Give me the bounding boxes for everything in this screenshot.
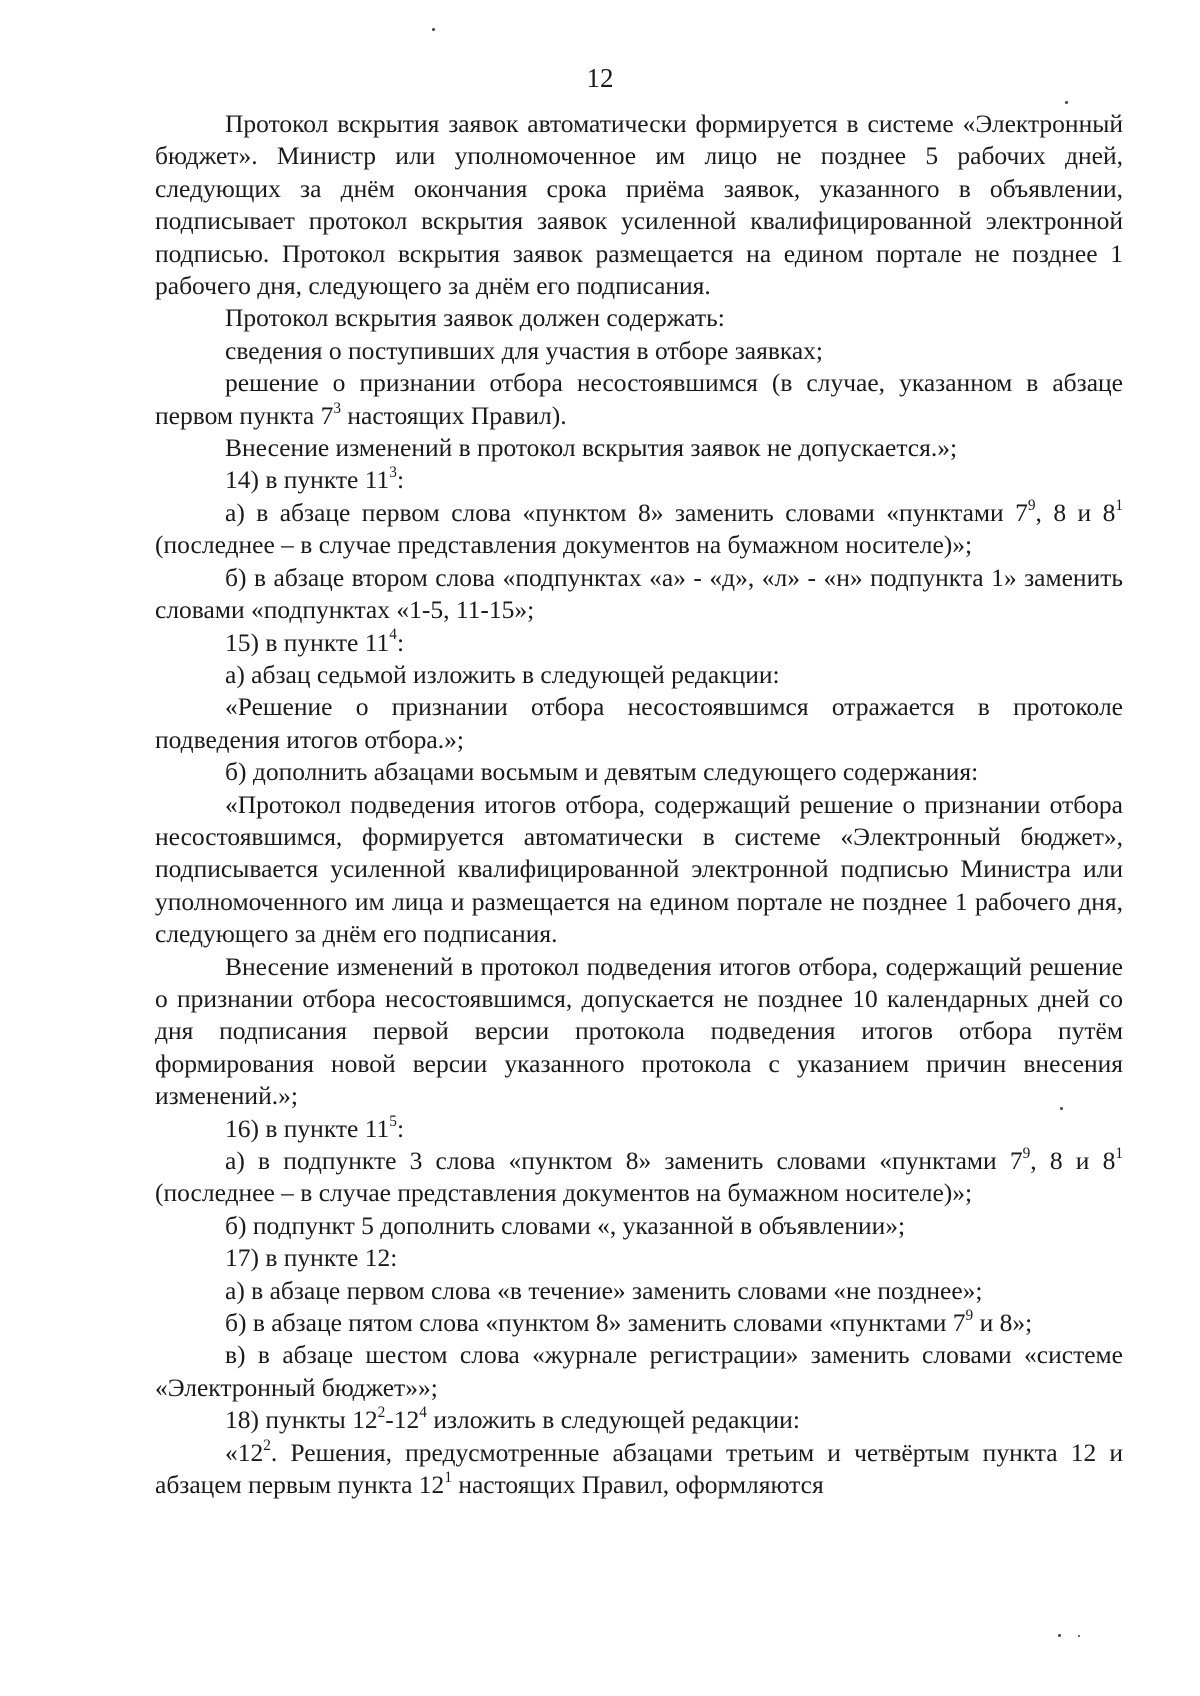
superscript: 1 [1115, 496, 1123, 514]
paragraph-text: Внесение изменений в протокол вскрытия заявок не допускается.»; [225, 433, 958, 463]
paragraph-p20 [155, 1307, 1123, 1339]
paragraph-text: (последнее – в случае представления документов на бумажном носителе)»; [155, 530, 973, 560]
paragraph-p9 [155, 627, 1123, 659]
paragraph-p18 [155, 1242, 1123, 1274]
paragraph-p2 [155, 302, 1123, 334]
paragraph-text: а) в подпункте 3 слова «пунктом 8» заменить словами «пунктами 7 [225, 1146, 1023, 1175]
paragraph-text: (последнее – в случае представления документов на бумажном носителе)»; [155, 1178, 973, 1208]
superscript: 3 [333, 399, 342, 417]
paragraph-text: сведения о поступивших для участия в отборе заявках; [225, 335, 824, 365]
paragraph-p14 [155, 951, 1123, 1113]
paragraph-text: б) в абзаце пятом слова «пунктом 8» заменить словами «пунктами 7 [225, 1308, 966, 1338]
paragraph-text: . Решения, предусмотренные абзацами третьим и четвёртым пункта 12 и абзацем первым пункта 12 [155, 1437, 1123, 1500]
paragraph-text: б) подпункт 5 дополнить словами «, указанной в объявлении»; [225, 1210, 906, 1240]
paragraph-text: а) в абзаце первом слова «пунктом 8» заменить словами «пунктами 7 [225, 497, 1028, 527]
paragraph-p22 [155, 1404, 1123, 1436]
paragraph-p16 [155, 1145, 1123, 1210]
paragraph-text: настоящих Правил). [341, 400, 567, 430]
paragraph-text: настоящих Правил, оформляются [451, 1470, 824, 1500]
paragraph-p5 [155, 432, 1123, 464]
paragraph-text: : [396, 627, 405, 657]
paragraph-text: а) абзац седьмой изложить в следующей редакции: [225, 659, 780, 689]
paragraph-text: 18) пункты 12 [225, 1405, 378, 1435]
superscript: 4 [419, 1404, 427, 1422]
document-body [155, 108, 1123, 1501]
paragraph-text: , 8 и 8 [1030, 1146, 1116, 1175]
paragraph-text: 14) в пункте 11 [225, 465, 390, 495]
paragraph-text: «Протокол подведения итогов отбора, содержащий решение о признании отбора несостоявшимся, формируется автоматически в системе «Электронный бюджет», подписывается усиленной квалифицированной электронной подписью Министра или уполномоченного им лица и размещается на едином портале не позднее 1 рабочего дня, следующего за днём его подписания. [155, 789, 1123, 949]
paragraph-text: в) в абзаце шестом слова «журнале регистрации» заменить словами «системе «Электронный бюджет»»; [155, 1340, 1123, 1402]
scan-speck [432, 28, 435, 31]
paragraph-p12 [155, 756, 1123, 788]
paragraph-text: -12 [385, 1405, 420, 1435]
paragraph-text: : [396, 465, 405, 495]
paragraph-p17 [155, 1210, 1123, 1242]
scan-speck [1065, 101, 1068, 104]
paragraph-p23 [155, 1437, 1123, 1502]
scan-speck [1058, 1634, 1061, 1637]
superscript: 4 [389, 626, 397, 644]
paragraph-text: 17) в пункте 12: [225, 1243, 398, 1273]
superscript: 1 [444, 1469, 452, 1487]
paragraph-p13 [155, 789, 1123, 951]
paragraph-text: Протокол вскрытия заявок автоматически формируется в системе «Электронный бюджет». Министр или уполномоченное им лицо не позднее 5 рабочих дней, следующих за днём окончания срока приёма заявок, указанного в объявлении, подписывает протокол вскрытия заявок усиленной квалифицированной электронной подписью. Протокол вскрытия заявок размещается на едином портале не позднее 1 рабочего дня, следующего за днём его подписания. [155, 109, 1123, 301]
paragraph-text: и 8»; [973, 1308, 1033, 1338]
page-number: 12 [586, 63, 614, 93]
paragraph-text: : [396, 1113, 405, 1143]
paragraph-p7 [155, 497, 1123, 562]
superscript: 9 [1022, 1144, 1031, 1162]
superscript: 2 [263, 1436, 271, 1454]
paragraph-text: а) в абзаце первом слова «в течение» заменить словами «не позднее»; [225, 1275, 983, 1305]
paragraph-text: изложить в следующей редакции: [426, 1405, 800, 1435]
paragraph-p8 [155, 562, 1123, 627]
superscript: 1 [1115, 1144, 1123, 1162]
paragraph-text: б) дополнить абзацами восьмым и девятым следующего содержания: [225, 757, 979, 787]
paragraph-text: , 8 и 8 [1035, 497, 1116, 527]
paragraph-text: «12 [225, 1437, 264, 1467]
superscript: 9 [965, 1307, 974, 1325]
paragraph-p19 [155, 1275, 1123, 1307]
paragraph-text: 16) в пункте 11 [225, 1113, 390, 1143]
paragraph-text: решение о признании отбора несостоявшимся (в случае, указанном в абзаце первом пункта 7 [155, 368, 1123, 430]
paragraph-p15 [155, 1113, 1123, 1145]
superscript: 3 [389, 464, 397, 482]
paragraph-text: б) в абзаце втором слова «подпунктах «а» - «д», «л» - «н» подпункта 1» заменить словами «подпунктах «1-5, 11-15»; [155, 562, 1123, 625]
paragraph-text: «Решение о признании отбора несостоявшимся отражается в протоколе подведения итогов отбора.»; [155, 692, 1123, 754]
scan-speck [1060, 1107, 1063, 1110]
paragraph-p1 [155, 108, 1123, 302]
paragraph-text: Внесение изменений в протокол подведения итогов отбора, содержащий решение о признании отбора несостоявшимся, допускается не позднее 10 календарных дней со дня подписания первой версии протокола подведения итогов отбора путём формирования новой версии указанного протокола с указанием причин внесения изменений.»; [155, 951, 1123, 1111]
paragraph-p21 [155, 1339, 1123, 1404]
superscript: 2 [377, 1404, 386, 1422]
scan-speck [1078, 1635, 1080, 1637]
paragraph-p6 [155, 464, 1123, 496]
paragraph-p4 [155, 367, 1123, 432]
paragraph-p3 [155, 335, 1123, 367]
superscript: 9 [1027, 496, 1036, 514]
paragraph-p10 [155, 659, 1123, 691]
paragraph-text: 15) в пункте 11 [225, 627, 390, 657]
paragraph-text: Протокол вскрытия заявок должен содержать: [225, 303, 725, 333]
superscript: 5 [389, 1112, 397, 1130]
paragraph-p11 [155, 691, 1123, 756]
